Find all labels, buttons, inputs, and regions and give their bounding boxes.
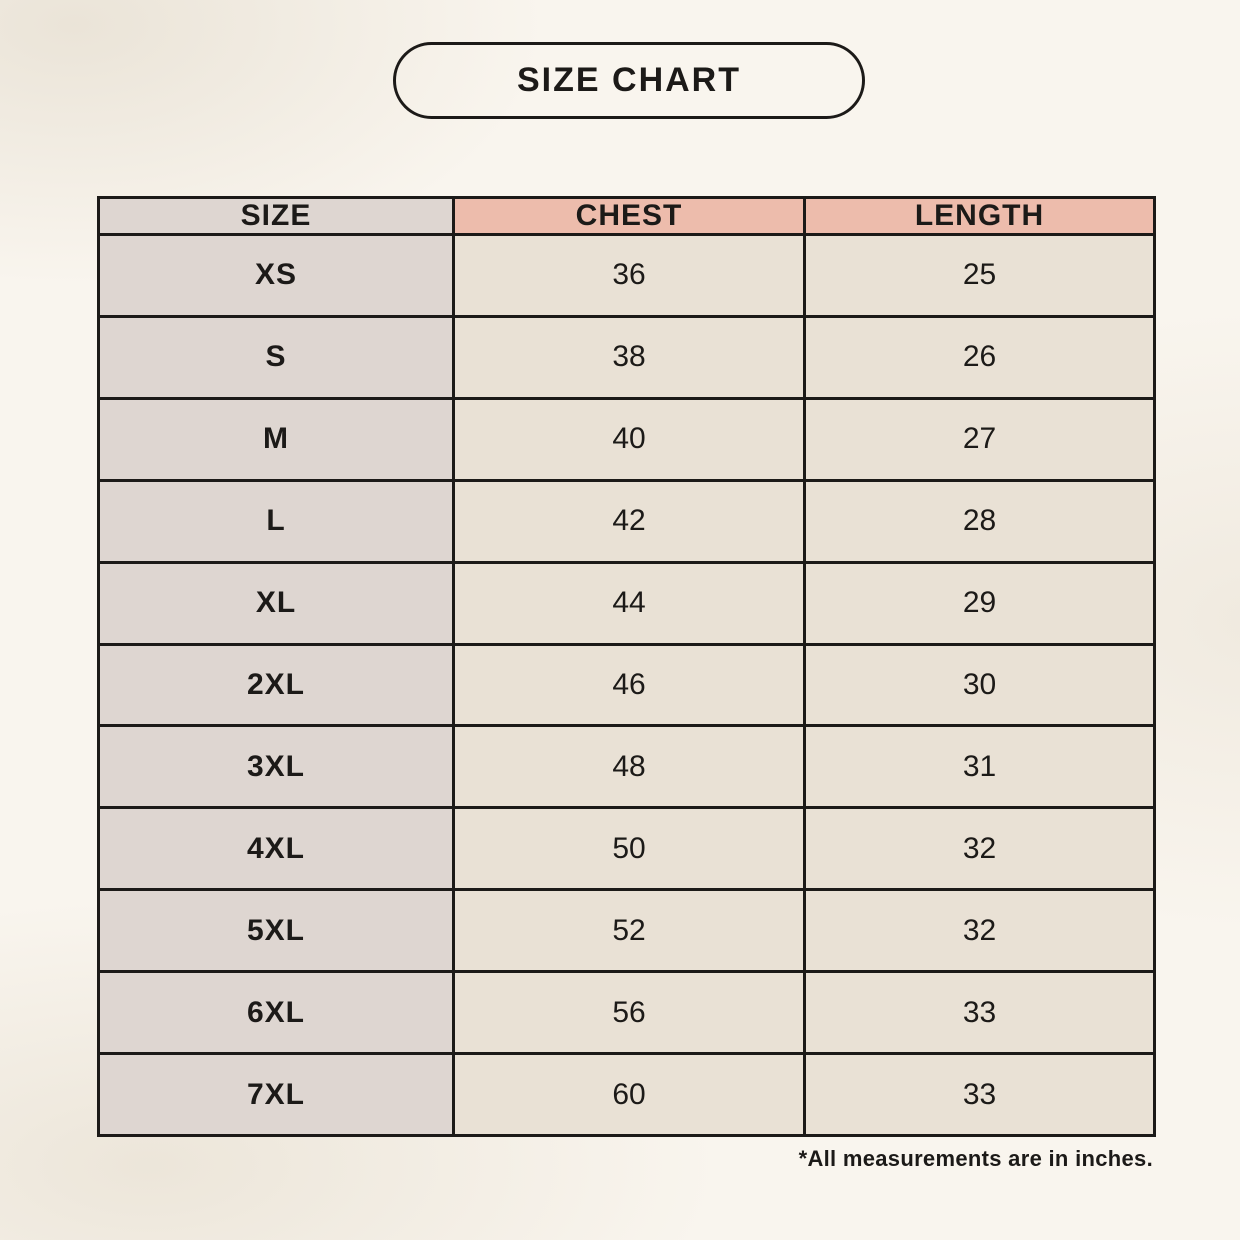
chest-cell: 36 bbox=[454, 235, 805, 317]
size-cell: M bbox=[99, 398, 454, 480]
table-row bbox=[99, 562, 1155, 644]
size-cell: 5XL bbox=[99, 890, 454, 972]
size-cell: 2XL bbox=[99, 644, 454, 726]
table-row bbox=[99, 726, 1155, 808]
length-cell: 32 bbox=[805, 808, 1155, 890]
chest-cell: 56 bbox=[454, 972, 805, 1054]
chest-cell: 60 bbox=[454, 1054, 805, 1136]
table-row bbox=[99, 480, 1155, 562]
size-cell: L bbox=[99, 480, 454, 562]
length-cell: 30 bbox=[805, 644, 1155, 726]
size-cell: 4XL bbox=[99, 808, 454, 890]
size-chart-title-pill bbox=[393, 42, 865, 119]
length-cell: 29 bbox=[805, 562, 1155, 644]
length-cell: 28 bbox=[805, 480, 1155, 562]
length-cell: 33 bbox=[805, 972, 1155, 1054]
table-row bbox=[99, 398, 1155, 480]
table-header-row bbox=[99, 198, 1155, 235]
table-row bbox=[99, 644, 1155, 726]
chest-cell: 48 bbox=[454, 726, 805, 808]
chest-cell: 50 bbox=[454, 808, 805, 890]
table-row bbox=[99, 235, 1155, 317]
table-row bbox=[99, 1054, 1155, 1136]
length-cell: 32 bbox=[805, 890, 1155, 972]
chest-cell: 46 bbox=[454, 644, 805, 726]
column-header-chest: CHEST bbox=[454, 198, 805, 235]
size-chart-table bbox=[97, 196, 1156, 1137]
length-cell: 27 bbox=[805, 398, 1155, 480]
page-title: SIZE CHART bbox=[517, 61, 741, 99]
chest-cell: 52 bbox=[454, 890, 805, 972]
length-cell: 26 bbox=[805, 316, 1155, 398]
measurements-footnote: *All measurements are in inches. bbox=[798, 1146, 1153, 1171]
size-cell: 3XL bbox=[99, 726, 454, 808]
table-row bbox=[99, 972, 1155, 1054]
chest-cell: 44 bbox=[454, 562, 805, 644]
size-cell: XS bbox=[99, 235, 454, 317]
size-cell: XL bbox=[99, 562, 454, 644]
length-cell: 31 bbox=[805, 726, 1155, 808]
column-header-length: LENGTH bbox=[805, 198, 1155, 235]
chest-cell: 40 bbox=[454, 398, 805, 480]
size-cell: 7XL bbox=[99, 1054, 454, 1136]
length-cell: 33 bbox=[805, 1054, 1155, 1136]
size-cell: 6XL bbox=[99, 972, 454, 1054]
chest-cell: 38 bbox=[454, 316, 805, 398]
table-row bbox=[99, 890, 1155, 972]
column-header-size: SIZE bbox=[99, 198, 454, 235]
chest-cell: 42 bbox=[454, 480, 805, 562]
size-cell: S bbox=[99, 316, 454, 398]
table-row bbox=[99, 316, 1155, 398]
length-cell: 25 bbox=[805, 235, 1155, 317]
table-row bbox=[99, 808, 1155, 890]
